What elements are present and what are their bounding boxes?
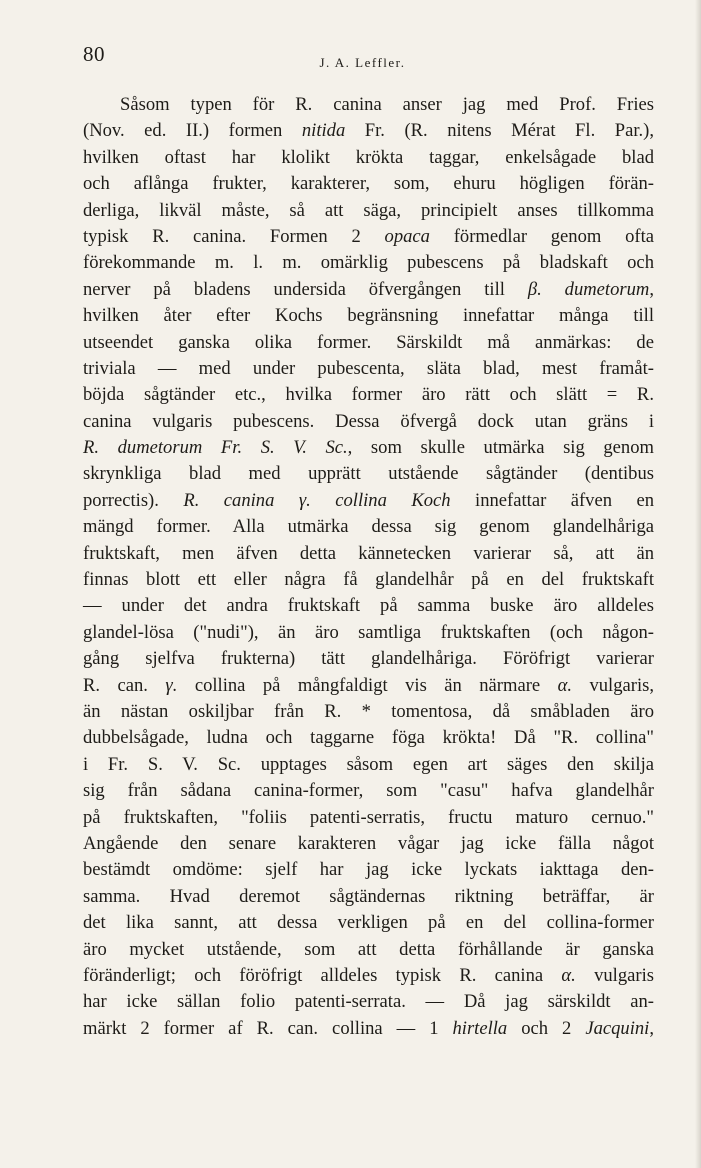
text-line: Såsom typen för R. canina anser jag med Prof. Fries [120, 94, 654, 115]
text-line: (Nov. ed. II.) formen nitida Fr. (R. nitens Mérat Fl. Par.), [83, 120, 654, 142]
text-line: än nästan oskiljbar från R. * tomentosa, då småbladen äro [83, 700, 654, 722]
text-line: R. can. γ. collina på mångfaldigt vis än närmare α. vulgaris, [83, 674, 655, 696]
text-line: det lika sannt, att dessa verkligen på en del collina-former [83, 912, 654, 934]
page-number: 80 [83, 42, 105, 66]
text-line: i Fr. S. V. Sc. upptages såsom egen art säges den skilja [83, 753, 654, 775]
body-paragraph [83, 92, 654, 1042]
text-line: föränderligt; och föröfrigt alldeles typisk R. canina α. vulgaris [83, 964, 654, 986]
text-line: fruktskaft, men äfven detta kännetecken varierar så, att än [83, 542, 654, 564]
text-line: hvilken oftast har klolikt krökta taggar, enkelsågade blad [83, 146, 654, 168]
text-line: sig från sådana canina-former, som "casu" hafva glandelhår [83, 780, 654, 802]
text-line: finnas blott ett eller några få glandelhår på en del fruktskaft [83, 569, 654, 591]
text-line: triviala — med under pubescenta, släta blad, mest framåt- [83, 357, 654, 379]
text-line: utseendet ganska olika former. Särskildt må anmärkas: de [83, 331, 654, 353]
text-line: bestämdt omdöme: sjelf har jag icke lyckats iakttaga den- [83, 859, 654, 881]
text-line: Angående den senare karakteren vågar jag icke fälla något [83, 832, 654, 854]
text-line: porrectis). R. canina γ. collina Koch innefattar äfven en [83, 489, 654, 511]
text-line: på fruktskaften, "foliis patenti-serratis, fructu maturo cernuo." [83, 806, 654, 828]
text-line: typisk R. canina. Formen 2 opaca förmedlar genom ofta [83, 225, 655, 247]
text-line: hvilken åter efter Kochs begränsning innefattar många till [83, 305, 654, 327]
page-edge-shadow [695, 0, 701, 1168]
text-line: och aflånga frukter, karakterer, som, ehuru högligen förän- [83, 173, 654, 195]
text-line: skrynkliga blad med upprätt utstående sågtänder (dentibus [83, 463, 654, 485]
text-line: glandel-lösa ("nudi"), än äro samtliga fruktskaften (och någon- [83, 621, 654, 643]
text-line: mängd former. Alla utmärka dessa sig genom glandelhåriga [83, 516, 654, 538]
text-line: R. dumetorum Fr. S. V. Sc., som skulle utmärka sig genom [83, 437, 654, 459]
text-line: har icke sällan folio patenti-serrata. — Då jag särskildt an- [83, 991, 654, 1013]
text-line: gång sjelfva frukterna) tätt glandelhåriga. Föröfrigt varierar [83, 648, 654, 670]
text-line: märkt 2 former af R. can. collina — 1 hirtella och 2 Jacquini, [83, 1017, 654, 1039]
text-line: nerver på bladens undersida öfvergången till β. dumetorum, [83, 278, 654, 300]
text-line: äro mycket utstående, som att detta förhållande är ganska [83, 938, 654, 960]
running-head: J. A. Leffler. [319, 55, 406, 70]
text-line: böjda sågtänder etc., hvilka former äro rätt och slätt = R. [83, 384, 654, 406]
text-line: — under det andra fruktskaft på samma buske äro alldeles [83, 595, 654, 617]
text-line: canina vulgaris pubescens. Dessa öfvergå dock utan gräns i [83, 410, 654, 432]
text-line: förekommande m. l. m. omärklig pubescens på bladskaft och [83, 252, 654, 274]
text-line: derliga, likväl måste, så att säga, principielt anses tillkomma [83, 199, 654, 221]
text-line: samma. Hvad deremot sågtändernas riktning beträffar, är [83, 885, 654, 907]
text-line: dubbelsågade, ludna och taggarne föga krökta! Då "R. collina" [83, 727, 654, 749]
